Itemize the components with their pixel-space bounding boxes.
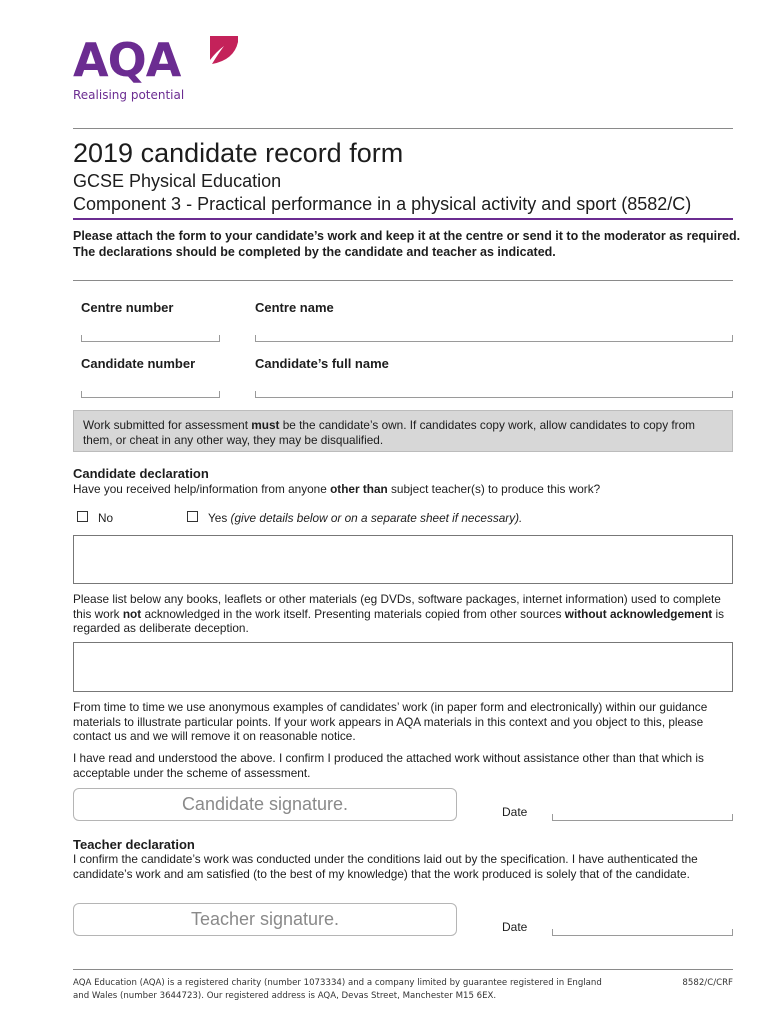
- materials-emphasis-2: without acknowledgement: [564, 606, 713, 621]
- candidate-name-field[interactable]: [255, 391, 733, 398]
- field-tick: [219, 335, 220, 341]
- materials-text-2: acknowledged in the work itself. Presenting materials copied from other sources: [141, 606, 565, 621]
- candidate-date-field[interactable]: [552, 814, 733, 821]
- field-tick: [732, 335, 733, 341]
- yes-checkbox[interactable]: [187, 511, 198, 522]
- candidate-signature-field[interactable]: Candidate signature.: [73, 788, 457, 821]
- field-tick: [219, 391, 220, 397]
- candidate-name-label: Candidate’s full name: [255, 356, 389, 371]
- form-code: 8582/C/CRF: [682, 978, 733, 988]
- logo-wordmark: AQA: [73, 33, 181, 87]
- field-line: [81, 341, 220, 342]
- footer-legal-text: AQA Education (AQA) is a registered charity (number 1073334) and a company limited by guarantee registered in England and Wales (number 3644723). Our registered address is AQA, Devas Street, Manchester M15 6EX.: [73, 978, 602, 1001]
- field-tick: [732, 391, 733, 397]
- yes-label: Yes: [208, 511, 228, 525]
- materials-emphasis-1: not: [122, 606, 142, 621]
- field-line: [255, 397, 733, 398]
- candidate-number-label: Candidate number: [81, 356, 196, 371]
- field-line: [81, 397, 220, 398]
- aqa-logo: [73, 34, 243, 108]
- instructions-text: Please attach the form to your candidate’s work and keep it at the centre or send it to the moderator as required. The declarations should be completed by the candidate and teacher as indicated.: [73, 229, 741, 259]
- help-question-text-rest: subject teacher(s) to produce this work?: [387, 482, 601, 496]
- field-line: [552, 935, 733, 936]
- footer-divider: [73, 969, 733, 970]
- teacher-signature-field[interactable]: Teacher signature.: [73, 903, 457, 936]
- instructions-divider: [73, 280, 733, 281]
- logo-tagline: Realising potential: [73, 88, 185, 102]
- no-checkbox[interactable]: [77, 511, 88, 522]
- field-line: [552, 820, 733, 821]
- teacher-declaration-heading: Teacher declaration: [73, 837, 195, 852]
- teacher-declaration-text: I confirm the candidate’s work was conducted under the conditions laid out by the specification. I have authenticated the candidate’s work and am satisfied (to the best of my knowledge) that the work produced is solely that of the candidate.: [73, 852, 698, 881]
- centre-name-field[interactable]: [255, 335, 733, 342]
- help-question-text: Have you received help/information from anyone: [73, 482, 331, 496]
- field-tick: [732, 929, 733, 935]
- materials-text-1: Please list below any books, leaflets or other materials (eg DVDs, software packages, internet information) used to complete this work: [73, 592, 721, 621]
- centre-name-label: Centre name: [255, 300, 334, 315]
- notice-box: [73, 410, 733, 452]
- teacher-date-field[interactable]: [552, 929, 733, 936]
- candidate-date-label: Date: [502, 805, 528, 819]
- component-title: Component 3 - Practical performance in a physical activity and sport (8582/C): [73, 194, 692, 214]
- materials-text: [73, 592, 741, 636]
- notice-text-rest: be the candidate’s own. If candidates copy work, allow candidates to copy from them, or cheat in any other way, they may be disqualified.: [83, 418, 695, 447]
- yes-option-label: [208, 511, 522, 526]
- page-title: 2019 candidate record form: [73, 138, 404, 168]
- materials-text-3: is regarded as deliberate deception.: [73, 606, 725, 635]
- page-subtitle: GCSE Physical Education: [73, 171, 282, 191]
- candidate-number-field[interactable]: [81, 391, 220, 398]
- title-divider: [73, 218, 733, 220]
- materials-textbox[interactable]: [73, 642, 733, 692]
- teacher-date-label: Date: [502, 920, 528, 934]
- help-details-textbox[interactable]: [73, 535, 733, 584]
- centre-number-field[interactable]: [81, 335, 220, 342]
- field-line: [255, 341, 733, 342]
- candidate-declaration-heading: Candidate declaration: [73, 466, 209, 481]
- centre-number-label: Centre number: [81, 300, 174, 315]
- anonymous-use-text: From time to time we use anonymous examples of candidates’ work (in paper form and electronically) within our guidance materials to illustrate particular points. If your work appears in AQA materials in this context and you object to this, please contact us and we will remove it on reasonable notice.: [73, 700, 708, 743]
- confirmation-text: I have read and understood the above. I confirm I produced the attached work without assistance other than that which is acceptable under the scheme of assessment.: [73, 751, 704, 780]
- no-option-label: No: [98, 511, 114, 525]
- header-divider: [73, 128, 733, 129]
- logo-leaf-icon: [204, 34, 240, 66]
- yes-note: (give details below or on a separate sheet if necessary).: [230, 511, 523, 525]
- help-question: [73, 482, 741, 497]
- help-question-emphasis: other than: [330, 482, 388, 496]
- field-tick: [732, 814, 733, 820]
- notice-emphasis: must: [251, 418, 280, 432]
- notice-text: Work submitted for assessment: [83, 418, 252, 432]
